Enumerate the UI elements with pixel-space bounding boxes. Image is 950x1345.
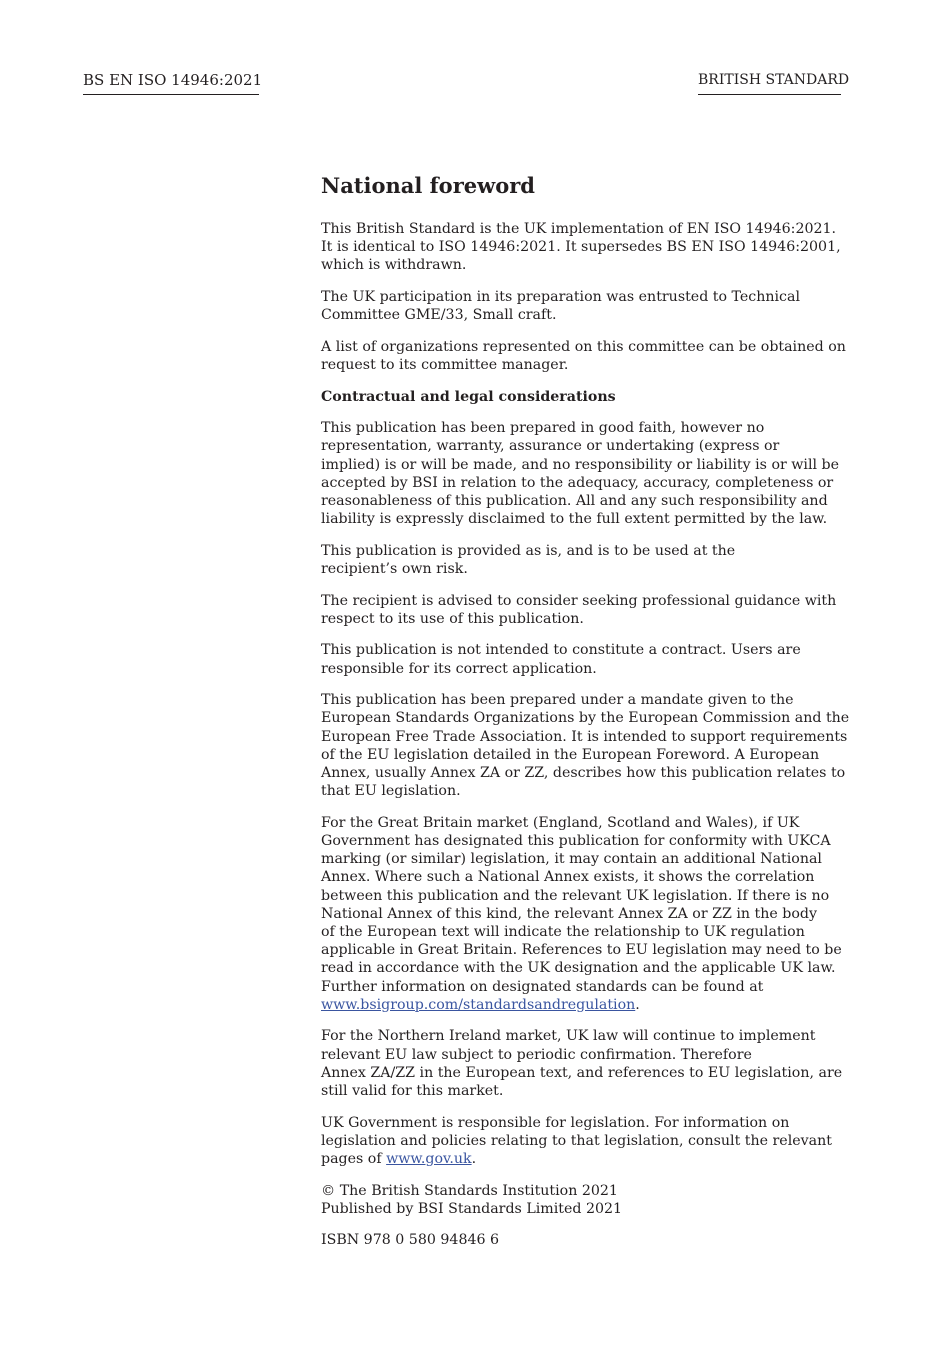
text-line: implied) is or will be made, and no responsibility or liability is or will be	[321, 456, 840, 473]
section-heading-contractual: Contractual and legal considerations	[321, 388, 616, 405]
text-prefix: pages of	[321, 1151, 387, 1168]
header-document-id: BS EN ISO 14946:2021	[83, 70, 259, 95]
paragraph-mandate	[321, 691, 850, 800]
paragraph-great-britain	[321, 814, 846, 1014]
paragraph-own-risk	[321, 542, 846, 578]
text-line: This publication has been prepared under a mandate given to the	[321, 692, 794, 709]
bsigroup-link[interactable]: www.bsigroup.com/standardsandregulation	[321, 996, 636, 1013]
text-line: reasonableness of this publication. All and any such responsibility and	[321, 493, 828, 509]
text-line: Government has designated this publication for conformity with UKCA	[321, 833, 831, 849]
text-line: legislation and policies relating to that legislation, consult the relevant	[321, 1132, 832, 1149]
copyright-block	[321, 1182, 846, 1218]
text-line: This British Standard is the UK implementation of EN ISO 14946:2021.	[321, 221, 837, 237]
text-line: Annex, usually Annex ZA or ZZ, describes how this publication relates to	[321, 765, 846, 781]
text-line: Further information on designated standards can be found at	[321, 978, 764, 995]
text-line: Annex ZA/ZZ in the European text, and references to EU legislation, are	[321, 1064, 843, 1081]
text-line: For the Northern Ireland market, UK law will continue to implement	[321, 1028, 816, 1045]
text-line: Committee GME/33, Small craft.	[321, 307, 557, 324]
text-line: accepted by BSI in relation to the adequacy, accuracy, completeness or	[321, 474, 834, 491]
text-line: European Standards Organizations by the European Commission and the	[321, 710, 850, 727]
text-line: recipient’s own risk.	[321, 561, 468, 577]
text-line: European Free Trade Association. It is intended to support requirements	[321, 728, 848, 745]
text-line: between this publication and the relevant UK legislation. If there is no	[321, 887, 830, 904]
text-line-with-link	[321, 1150, 846, 1168]
isbn-line: ISBN 978 0 580 94846 6	[321, 1232, 500, 1249]
header-document-type: BRITISH STANDARD	[698, 70, 841, 95]
paragraph-guidance	[321, 592, 846, 628]
text-line: This publication has been prepared in good faith, however no	[321, 420, 765, 437]
paragraph-good-faith	[321, 419, 846, 528]
text-line: This publication is provided as is, and is to be used at the	[321, 542, 736, 559]
paragraph-organizations	[321, 338, 846, 374]
page-title: National foreword	[321, 173, 535, 198]
text-line: that EU legislation.	[321, 783, 461, 800]
text-line: It is identical to ISO 14946:2021. It supersedes BS EN ISO 14946:2001,	[321, 239, 841, 256]
text-line: For the Great Britain market (England, Scotland and Wales), if UK	[321, 814, 800, 831]
text-line: representation, warranty, assurance or undertaking (express or	[321, 438, 780, 455]
foreword-content	[321, 172, 850, 1263]
paragraph-northern-ireland	[321, 1027, 846, 1100]
text-line: UK Government is responsible for legislation. For information on	[321, 1114, 790, 1131]
text-line: read in accordance with the UK designation and the applicable UK law.	[321, 960, 836, 977]
text-line: which is withdrawn.	[321, 257, 467, 274]
text-line: of the European text will indicate the relationship to UK regulation	[321, 924, 805, 941]
text-line: of the EU legislation detailed in the European Foreword. A European	[321, 746, 820, 763]
copyright-line: © The British Standards Institution 2021	[321, 1182, 618, 1199]
paragraph-uk-government	[321, 1114, 846, 1169]
text-line: responsible for its correct application.	[321, 660, 597, 677]
gov-uk-link[interactable]: www.gov.uk	[386, 1151, 472, 1168]
text-line: liability is expressly disclaimed to the full extent permitted by the law.	[321, 511, 828, 528]
text-line: request to its committee manager.	[321, 357, 569, 373]
paragraph-not-contract	[321, 641, 846, 677]
paragraph-committee	[321, 288, 846, 324]
punctuation: .	[471, 1151, 477, 1168]
isbn	[321, 1231, 846, 1249]
text-line: Annex. Where such a National Annex exists, it shows the correlation	[321, 869, 815, 886]
text-line: This publication is not intended to constitute a contract. Users are	[321, 642, 801, 659]
text-line: applicable in Great Britain. References to EU legislation may need to be	[321, 942, 842, 959]
text-line: A list of organizations represented on this committee can be obtained on	[321, 338, 846, 355]
text-line: marking (or similar) legislation, it may contain an additional National	[321, 851, 822, 868]
paragraph-implementation	[321, 220, 846, 275]
text-line: still valid for this market.	[321, 1083, 504, 1100]
publisher-line: Published by BSI Standards Limited 2021	[321, 1200, 623, 1217]
text-line: National Annex of this kind, the relevant Annex ZA or ZZ in the body	[321, 905, 817, 922]
text-line: relevant EU law subject to periodic confirmation. Therefore	[321, 1046, 752, 1063]
text-line: The recipient is advised to consider seeking professional guidance with	[321, 592, 837, 609]
text-line: The UK participation in its preparation was entrusted to Technical	[321, 289, 800, 305]
text-line-with-link	[321, 996, 846, 1014]
punctuation: .	[635, 996, 640, 1013]
text-line: respect to its use of this publication.	[321, 610, 584, 627]
